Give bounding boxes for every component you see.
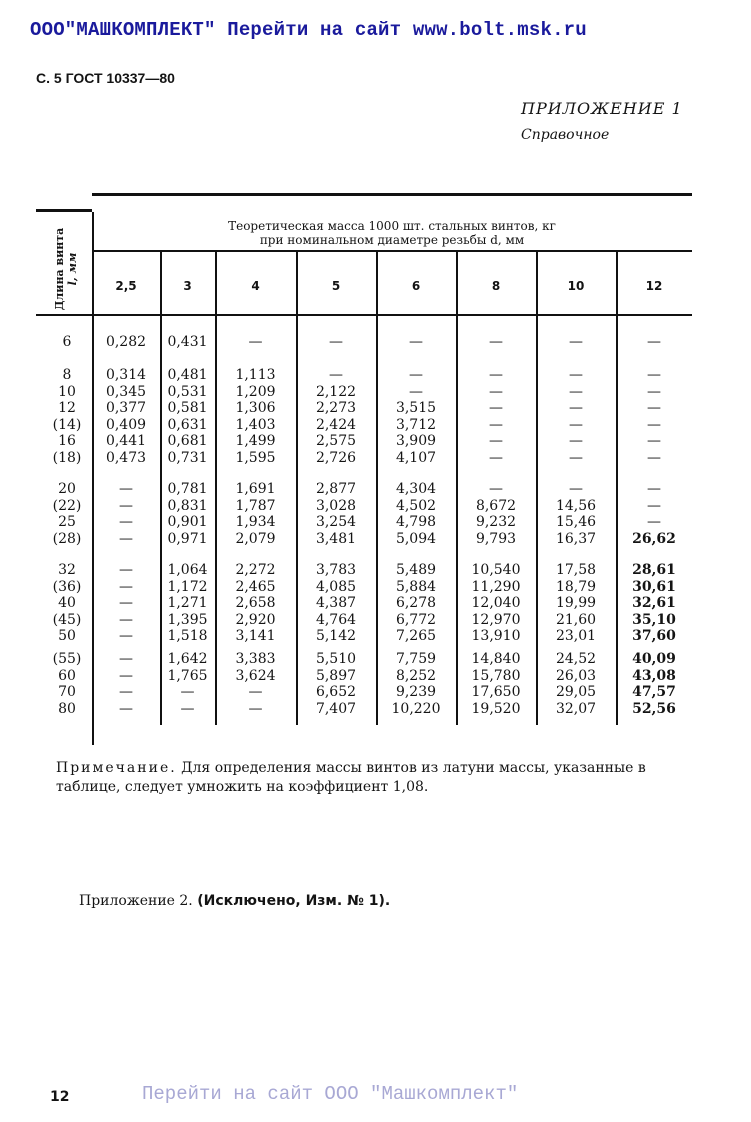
table-title [92, 219, 692, 247]
mass-cell: 4,085 [315, 578, 357, 595]
mass-cell: — [647, 367, 661, 383]
mass-cell: 1,172 [167, 578, 208, 595]
mass-cell: — [180, 684, 195, 700]
mass-cell: 47,57 [632, 684, 676, 700]
mass-cell: 5,897 [315, 667, 357, 684]
mass-cell: 3,712 [395, 416, 437, 433]
mass-cell: 43,08 [632, 667, 676, 684]
diameter-header: 8 [491, 279, 501, 293]
mass-cell: 35,10 [632, 611, 676, 628]
mass-cell: — [409, 367, 423, 383]
mass-cell: — [489, 449, 503, 466]
mass-cell: 0,631 [167, 416, 208, 433]
mass-cell: 18,79 [555, 578, 597, 595]
mass-cell: 1,934 [235, 514, 276, 530]
mass-cell: 1,209 [235, 383, 276, 400]
length-cell: (45) [52, 611, 82, 628]
header-bottom-rule [36, 314, 692, 316]
length-cell: 70 [58, 684, 76, 700]
mass-cell: 13,910 [471, 628, 521, 644]
table-top-rule-left [36, 209, 92, 212]
mass-cell: 5,489 [395, 562, 437, 578]
appendix-title: ПРИЛОЖЕНИЕ 1 [521, 99, 683, 118]
mass-cell: 7,265 [395, 628, 437, 644]
mass-cell: 1,595 [235, 449, 276, 466]
mass-cell: 3,624 [235, 667, 276, 684]
appendix-2-prefix: Приложение 2. [79, 893, 193, 909]
diameter-header: 4 [251, 279, 260, 293]
table-title-line-2: при номинальном диаметре резьбы d, мм [259, 233, 525, 247]
mass-cell: — [119, 651, 133, 667]
mass-cell: 40,09 [632, 651, 676, 667]
mass-cell: 37,60 [632, 628, 676, 644]
mass-cell: 1,499 [235, 433, 276, 449]
length-cell: 6 [62, 334, 72, 350]
mass-cell: — [180, 700, 195, 717]
mass-cell: 3,141 [235, 628, 276, 644]
length-cell: 20 [58, 481, 76, 497]
note-text: Для определения массы винтов из латуни массы, указанные в таблице, следует умножить на коэффициент 1,08. [56, 760, 646, 795]
mass-cell: — [569, 481, 583, 497]
length-cell: 32 [58, 562, 76, 578]
length-cell: 8 [62, 367, 72, 383]
mass-cell: 6,278 [395, 595, 437, 611]
length-header-line-2: l, мм [66, 252, 79, 286]
mass-cell: 0,377 [105, 400, 147, 416]
appendix-reference-label: Справочное [521, 127, 610, 143]
mass-cell: 2,877 [315, 481, 357, 497]
table-note [56, 759, 706, 797]
mass-cell: 0,473 [105, 449, 147, 466]
mass-cell: 1,642 [167, 651, 208, 667]
mass-cell: — [647, 416, 661, 433]
table-title-line-1: Теоретическая масса 1000 шт. стальных винтов, кг [228, 219, 556, 233]
mass-cell: 4,107 [395, 449, 437, 466]
mass-cell: 0,314 [105, 367, 147, 383]
mass-cell: — [119, 611, 133, 628]
mass-cell: — [409, 383, 423, 400]
mass-cell: 16,37 [555, 530, 597, 547]
mass-cell: 1,691 [235, 481, 276, 497]
mass-cell: 9,793 [475, 530, 517, 547]
length-cell: 16 [58, 433, 76, 449]
mass-cell: — [119, 700, 133, 717]
mass-cell: 0,441 [105, 433, 147, 449]
mass-cell: 3,783 [315, 562, 357, 578]
length-cell: 80 [58, 700, 76, 717]
mass-cell: 11,290 [471, 578, 521, 595]
mass-cell: 8,672 [475, 497, 517, 514]
note-label: Примечание. [56, 760, 177, 776]
mass-cell: 29,05 [555, 684, 597, 700]
page-header: С. 5 ГОСТ 10337—80 [36, 70, 175, 86]
diameter-header: 3 [183, 279, 192, 293]
mass-cell: 3,383 [235, 651, 276, 667]
mass-cell: — [569, 400, 583, 416]
mass-cell: — [119, 481, 133, 497]
mass-cell: 0,581 [167, 400, 208, 416]
mass-cell: — [489, 383, 503, 400]
length-cell: (28) [52, 530, 82, 547]
mass-cell: 2,465 [235, 578, 276, 595]
mass-cell: 4,502 [395, 497, 437, 514]
mass-cell: 4,764 [315, 611, 357, 628]
diameter-header: 10 [567, 279, 585, 293]
mass-cell: 9,232 [475, 514, 517, 530]
mass-cell: 14,56 [555, 497, 597, 514]
mass-cell: — [248, 334, 263, 350]
mass-cell: 2,273 [315, 400, 357, 416]
length-cell: 40 [58, 595, 76, 611]
mass-cell: 5,094 [395, 530, 437, 547]
mass-cell: — [569, 367, 583, 383]
mass-cell: 5,142 [315, 628, 357, 644]
mass-cell: 30,61 [632, 578, 676, 595]
length-cell: 25 [58, 514, 76, 530]
mass-cell: 19,520 [471, 700, 521, 717]
length-header-text [53, 228, 79, 311]
mass-cell: 32,61 [632, 595, 676, 611]
mass-cell: 0,431 [167, 334, 208, 350]
mass-cell: 28,61 [632, 562, 676, 578]
mass-cell: 52,56 [632, 700, 676, 717]
mass-cell: — [119, 684, 133, 700]
mass-cell: 3,254 [315, 514, 357, 530]
diameter-header: 12 [645, 279, 663, 293]
mass-cell: 2,658 [235, 595, 276, 611]
mass-cell: 2,079 [235, 530, 276, 547]
diameter-header: 2,5 [115, 279, 137, 293]
mass-cell: — [569, 334, 583, 350]
mass-cell: — [248, 684, 263, 700]
mass-cell: 2,424 [315, 416, 357, 433]
mass-cell: — [489, 367, 503, 383]
mass-cell: 26,62 [632, 530, 676, 547]
mass-cell: 0,781 [167, 481, 208, 497]
footer-site-link[interactable]: Перейти на сайт ООО "Машкомплект" [142, 1083, 519, 1105]
mass-cell: 3,909 [395, 433, 437, 449]
mass-cell: — [329, 334, 343, 350]
mass-cell: — [489, 416, 503, 433]
diameter-header: 5 [331, 279, 341, 293]
mass-cell: — [248, 700, 263, 717]
mass-cell: 7,759 [395, 651, 437, 667]
mass-cell: 14,840 [471, 651, 521, 667]
mass-cell: 15,780 [471, 667, 521, 684]
mass-cell: 0,901 [167, 514, 208, 530]
mass-cell: 5,884 [395, 578, 437, 595]
mass-cell: 32,07 [555, 700, 597, 717]
mass-cell: 2,726 [315, 449, 357, 466]
mass-cell: — [647, 433, 661, 449]
mass-cell: 21,60 [555, 611, 597, 628]
length-cell: 60 [58, 667, 76, 684]
length-column-header [48, 224, 84, 314]
site-banner-link[interactable]: ООО"МАШКОМПЛЕКТ" Перейти на сайт www.bolt.msk.ru [30, 19, 587, 41]
title-divider-rule [92, 250, 692, 252]
mass-cell: 3,515 [395, 400, 437, 416]
mass-cell: 10,220 [391, 700, 441, 717]
appendix-2-line [79, 893, 390, 909]
mass-cell: 4,387 [315, 595, 357, 611]
mass-cell: 1,064 [167, 562, 208, 578]
length-cell: 12 [58, 400, 76, 416]
length-header-line-1: Длина винта [53, 227, 66, 311]
mass-cell: 0,345 [105, 383, 147, 400]
diameter-header: 6 [411, 279, 421, 293]
mass-cell: 12,970 [471, 611, 521, 628]
appendix-2-status: (Исключено, Изм. № 1). [197, 893, 391, 909]
mass-cell: 1,395 [167, 611, 208, 628]
mass-cell: — [647, 334, 661, 350]
mass-cell: — [329, 367, 343, 383]
mass-cell: 1,306 [235, 400, 276, 416]
mass-cell: 1,403 [235, 416, 276, 433]
mass-cell: 17,58 [555, 562, 597, 578]
mass-cell: 1,787 [235, 497, 276, 514]
mass-cell: 0,831 [167, 497, 208, 514]
mass-cell: 2,272 [235, 562, 276, 578]
length-cell: (18) [52, 449, 82, 466]
mass-cell: — [489, 433, 503, 449]
mass-cell: — [119, 578, 133, 595]
mass-cell: 7,407 [315, 700, 357, 717]
mass-cell: — [647, 449, 661, 466]
mass-cell: 0,409 [105, 416, 147, 433]
mass-cell: — [569, 416, 583, 433]
mass-cell: 10,540 [471, 562, 521, 578]
mass-cell: 1,113 [235, 367, 276, 383]
mass-cell: — [489, 334, 503, 350]
mass-cell: — [647, 400, 661, 416]
mass-cell: — [119, 530, 133, 547]
mass-cell: — [647, 497, 661, 514]
mass-cell: 6,772 [395, 611, 437, 628]
mass-cell: — [119, 497, 133, 514]
mass-cell: 0,971 [167, 530, 208, 547]
length-cell: (55) [52, 651, 82, 667]
length-cell: (14) [52, 416, 82, 433]
length-cell: (36) [52, 578, 82, 595]
mass-cell: — [119, 595, 133, 611]
mass-cell: 9,239 [395, 684, 437, 700]
mass-cell: 17,650 [471, 684, 521, 700]
mass-cell: — [647, 481, 661, 497]
mass-cell: 2,122 [315, 383, 357, 400]
mass-cell: 1,765 [167, 667, 208, 684]
mass-cell: 4,798 [395, 514, 437, 530]
mass-cell: 0,282 [105, 334, 147, 350]
mass-cell: 1,271 [167, 595, 208, 611]
mass-cell: — [569, 449, 583, 466]
mass-cell: 1,518 [167, 628, 208, 644]
mass-cell: 3,481 [315, 530, 357, 547]
mass-cell: 4,304 [395, 481, 437, 497]
mass-cell: 3,028 [315, 497, 357, 514]
mass-cell: — [409, 334, 423, 350]
mass-cell: 24,52 [555, 651, 597, 667]
mass-cell: 23,01 [555, 628, 597, 644]
mass-cell: 0,531 [167, 383, 208, 400]
mass-cell: 2,920 [235, 611, 276, 628]
length-cell: 50 [58, 628, 76, 644]
mass-cell: 12,040 [471, 595, 521, 611]
mass-cell: 8,252 [395, 667, 437, 684]
mass-cell: — [119, 562, 133, 578]
mass-cell: 0,731 [167, 449, 208, 466]
mass-cell: 26,03 [555, 667, 597, 684]
mass-cell: — [489, 481, 503, 497]
mass-cell: 0,481 [167, 367, 208, 383]
mass-cell: — [119, 667, 133, 684]
mass-cell: — [119, 628, 133, 644]
mass-cell: — [569, 383, 583, 400]
mass-cell: — [647, 514, 661, 530]
length-cell: 10 [58, 383, 76, 400]
mass-cell: 2,575 [315, 433, 357, 449]
mass-cell: 6,652 [315, 684, 357, 700]
page-number: 12 [50, 1089, 70, 1105]
length-cell: (22) [52, 497, 82, 514]
mass-cell: — [489, 400, 503, 416]
mass-cell: 5,510 [315, 651, 357, 667]
mass-cell: 15,46 [555, 514, 597, 530]
mass-cell: 19,99 [555, 595, 597, 611]
mass-cell: — [647, 383, 661, 400]
mass-cell: 0,681 [167, 433, 208, 449]
table-top-rule [92, 193, 692, 196]
mass-cell: — [119, 514, 133, 530]
mass-cell: — [569, 433, 583, 449]
